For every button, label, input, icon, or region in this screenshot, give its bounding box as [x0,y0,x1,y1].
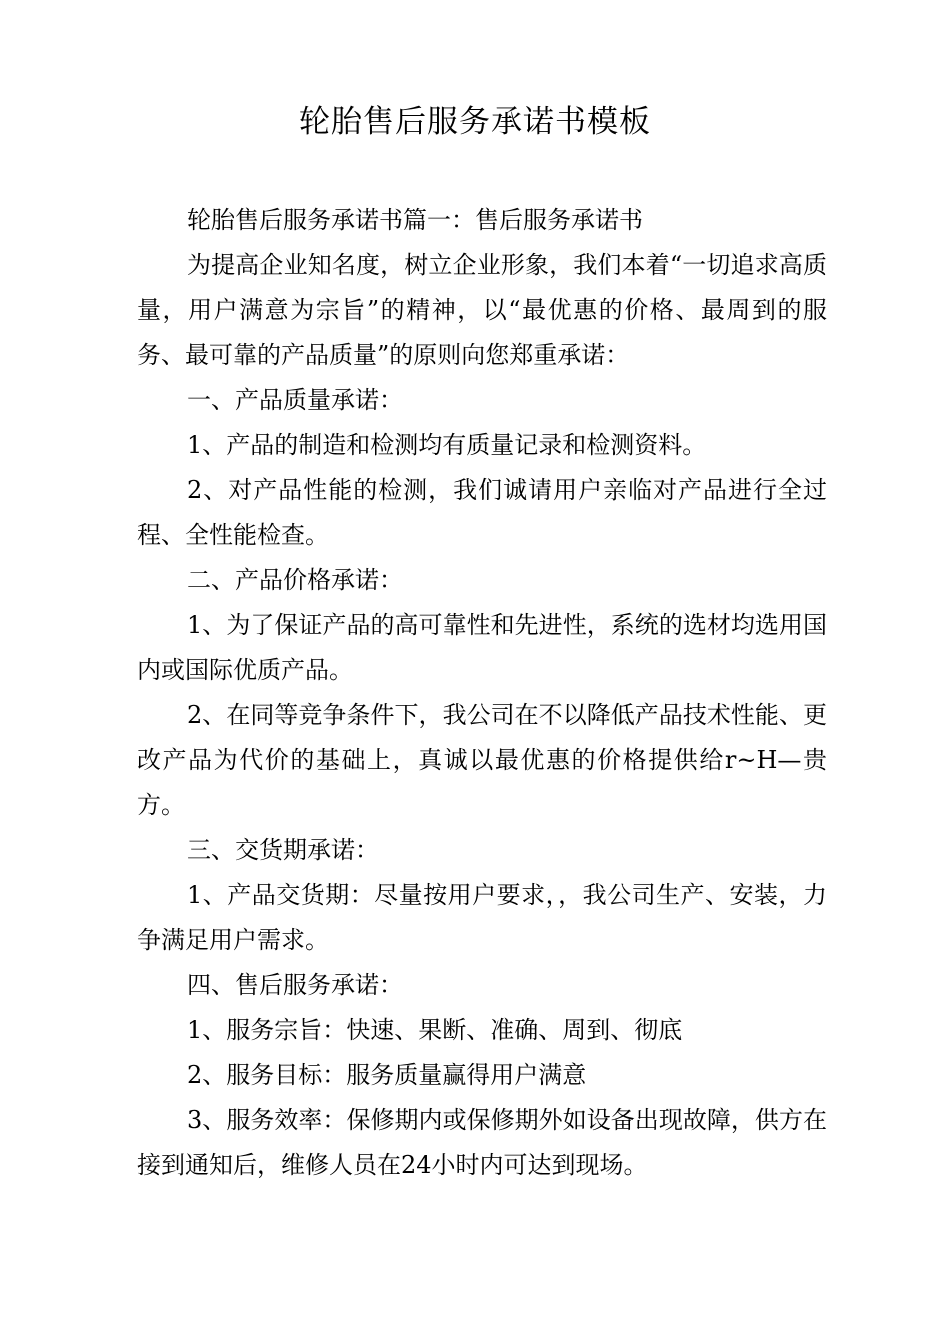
paragraph-service-1: 1、服务宗旨：快速、果断、准确、周到、彻底 [187,1016,683,1044]
paragraph-preamble: 为提高企业知名度，树立企业形象，我们本着“一切追求高质量，用户满意为宗旨”的精神，以“最优惠的价格、最周到的服务、最可靠的产品质量”的原则向您郑重承诺： [137,251,827,369]
section-heading-price: 二、产品价格承诺： [187,566,403,594]
paragraph-delivery-1: 1、产品交货期：尽量按用户要求，，我公司生产、安装，力争满足用户需求。 [137,881,827,954]
paragraph-price-2: 2、在同等竞争条件下，我公司在不以降低产品技术性能、更改产品为代价的基础上，真诚以最优惠的价格提供给r~H—贵方。 [137,701,827,819]
document-body [137,198,827,1188]
section-heading-quality: 一、产品质量承诺： [187,386,403,414]
paragraph-quality-2: 2、对产品性能的检测，我们诚请用户亲临对产品进行全过程、全性能检查。 [137,476,827,549]
paragraph-quality-1: 1、产品的制造和检测均有质量记录和检测资料。 [187,431,707,459]
paragraph-intro-heading: 轮胎售后服务承诺书篇一：售后服务承诺书 [187,206,643,234]
paragraph-price-1: 1、为了保证产品的高可靠性和先进性，系统的选材均选用国内或国际优质产品。 [137,611,827,684]
document-title: 轮胎售后服务承诺书模板 [299,104,651,140]
paragraph-service-2: 2、服务目标：服务质量赢得用户满意 [187,1061,587,1089]
section-heading-delivery: 三、交货期承诺： [187,836,379,864]
section-heading-service: 四、售后服务承诺： [187,971,403,999]
paragraph-service-3: 3、服务效率：保修期内或保修期外如设备出现故障，供方在接到通知后，维修人员在24小时内可达到现场。 [137,1106,827,1179]
